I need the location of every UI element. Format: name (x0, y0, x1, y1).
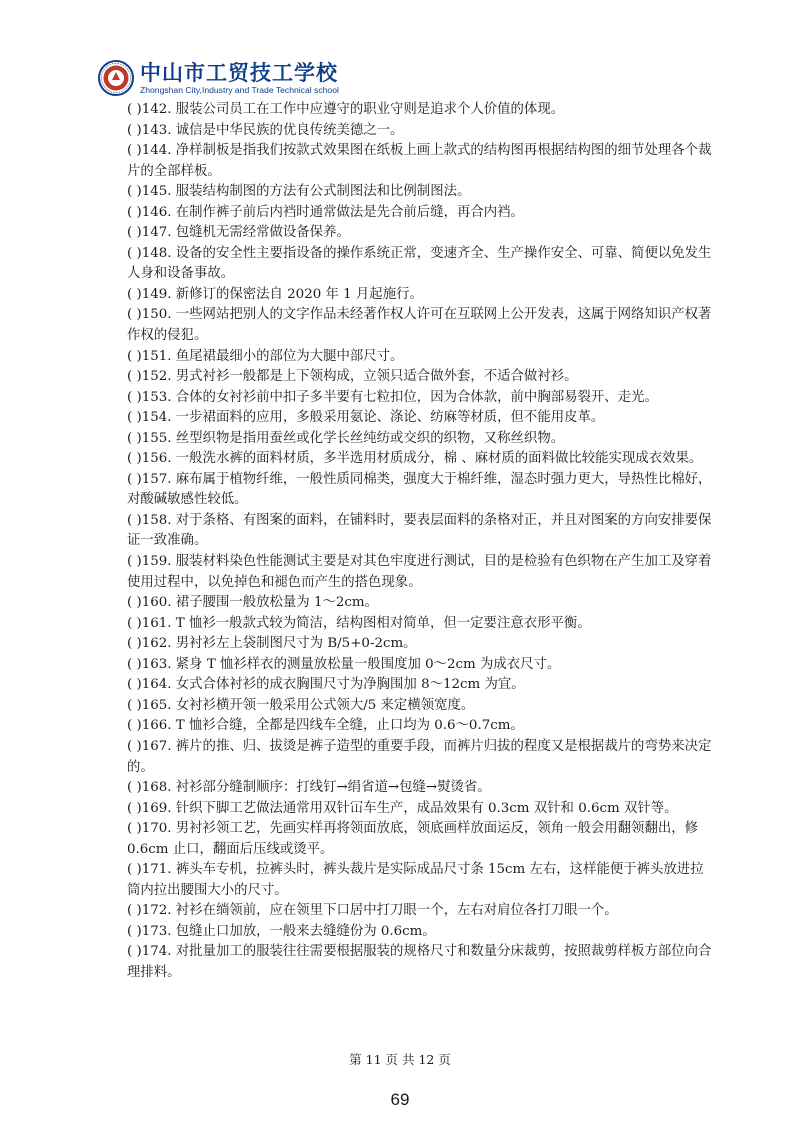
question-item: ( )164. 女式合体衬衫的成衣胸围尺寸为净胸围加 8～12cm 为宜。 (127, 677, 525, 693)
question-item: ( )143. 诚信是中华民族的优良传统美德之一。 (127, 122, 404, 138)
question-item: ( )157. 麻布属于植物纤维，一般性质同棉类，强度大于棉纤维，湿态时强力更大，导热性比棉好，对酸碱敏感性较低。 (127, 471, 712, 508)
question-item: ( )152. 男式衬衫一般都是上下领构成，立领只适合做外套，不适合做衬衫。 (127, 369, 578, 385)
question-item: ( )159. 服装材料染色性能测试主要是对其色牢度进行测试，目的是检验有色织物在产生加工及穿着使用过程中，以免掉色和褪色而产生的搭色现象。 (127, 554, 712, 590)
question-item: ( )166. T 恤衫合缝，全都是四线车全缝，止口均为 0.6～0.7cm。 (127, 718, 524, 734)
question-item: ( )144. 净样制板是指我们按款式效果图在纸板上画上款式的结构图再根据结构图的细节处理各个裁片的全部样板。 (127, 143, 712, 179)
school-name: 中山市工贸技工学校 (140, 60, 338, 85)
question-list (127, 100, 713, 984)
school-brand (140, 61, 339, 96)
question-item: ( )169. 针织下脚工艺做法通常用双针冚车生产，成品效果有 0.3cm 双针和 0.6cm 双针等。 (127, 800, 678, 816)
question-item: ( )145. 服装结构制图的方法有公式制图法和比例制图法。 (127, 184, 471, 200)
question-item: ( )160. 裙子腰围一般放松量为 1～2cm。 (127, 595, 378, 611)
question-item: ( )172. 衬衫在绱领前，应在领里下口居中打刀眼一个，左右对肩位各打刀眼一个。 (127, 903, 618, 919)
question-item: ( )171. 裤头车专机，拉裤头时，裤头裁片是实际成品尺寸条 15cm 左右，这样能便于裤头放进拉筒内拉出腰围大小的尺寸。 (127, 862, 704, 898)
question-item: ( )142. 服装公司员工在工作中应遵守的职业守则是追求个人价值的体现。 (127, 102, 565, 117)
question-item: ( )155. 丝型织物是指用蚕丝或化学长丝纯纺或交织的织物，又称丝织物。 (127, 430, 565, 446)
question-item: ( )165. 女衬衫横开领一般采用公式领大/5 来定横领宽度。 (127, 697, 475, 713)
page-footer-info: 第 11 页 共 12 页 (349, 1052, 451, 1067)
question-item: ( )170. 男衬衫领工艺，先画实样再将领面放底，领底画样放面运反，领角一般会用翻领翻出，修 0.6cm 止口，翻面后压线或烫平。 (127, 821, 699, 857)
question-item: ( )173. 包缝止口加放，一般来去缝缝份为 0.6cm。 (127, 923, 436, 939)
question-item: ( )156. 一般洗水裤的面料材质，多半选用材质成分，棉 、麻材质的面料做比较能实现成衣效果。 (127, 451, 703, 467)
question-item: ( )147. 包缝机无需经常做设备保养。 (127, 225, 350, 241)
question-item: ( )154. 一步裙面料的应用，多般采用氨论、涤论、纺麻等材质，但不能用皮革。 (127, 410, 605, 426)
question-item: ( )149. 新修订的保密法自 2020 年 1 月起施行。 (127, 286, 423, 302)
question-item: ( )161. T 恤衫一般款式较为简洁，结构图相对简单，但一定要注意衣形平衡。 (127, 615, 591, 631)
page-number: 69 (390, 1090, 410, 1109)
question-item: ( )151. 鱼尾裙最细小的部位为大腿中部尺寸。 (127, 348, 404, 364)
question-item: ( )150. 一些网站把别人的文字作品未经著作权人许可在互联网上公开发表，这属于网络知识产权著作权的侵犯。 (127, 307, 712, 344)
question-item: ( )148. 设备的安全性主要指设备的操作系统正常，变速齐全、生产操作安全、可靠、简便以免发生人身和设备事故。 (127, 245, 712, 282)
question-item: ( )168. 衬衫部分缝制顺序：打线钉→绢省道→包缝→熨烫省。 (127, 780, 491, 796)
question-item: ( )174. 对批量加工的服装往往需要根据服装的规格尺寸和数量分床裁剪，按照裁剪样板方部位向合理排料。 (127, 944, 712, 980)
question-item: ( )153. 合体的女衬衫前中扣子多半要有七粒扣位，因为合体款，前中胸部易裂开、走光。 (127, 389, 658, 405)
question-item: ( )167. 裤片的推、归、拔烫是裤子造型的重要手段，而裤片归拔的程度又是根据裁片的弯势来决定的。 (127, 738, 712, 775)
page-header (98, 58, 339, 98)
school-name-english: Zhongshan City,Industry and Trade Technical school (140, 84, 339, 95)
question-item: ( )163. 紧身 T 恤衫样衣的测量放松量一般围度加 0～2cm 为成衣尺寸。 (127, 656, 561, 672)
question-item: ( )158. 对于条格、有图案的面料，在铺料时，要表层面料的条格对正，并且对图案的方向安排要保证一致准确。 (127, 512, 712, 549)
question-item: ( )146. 在制作裤子前后内裆时通常做法是先合前后缝，再合内裆。 (127, 204, 524, 220)
school-logo-icon (98, 60, 134, 96)
question-item: ( )162. 男衬衫左上袋制图尺寸为 B/5+0-2cm。 (127, 636, 417, 652)
